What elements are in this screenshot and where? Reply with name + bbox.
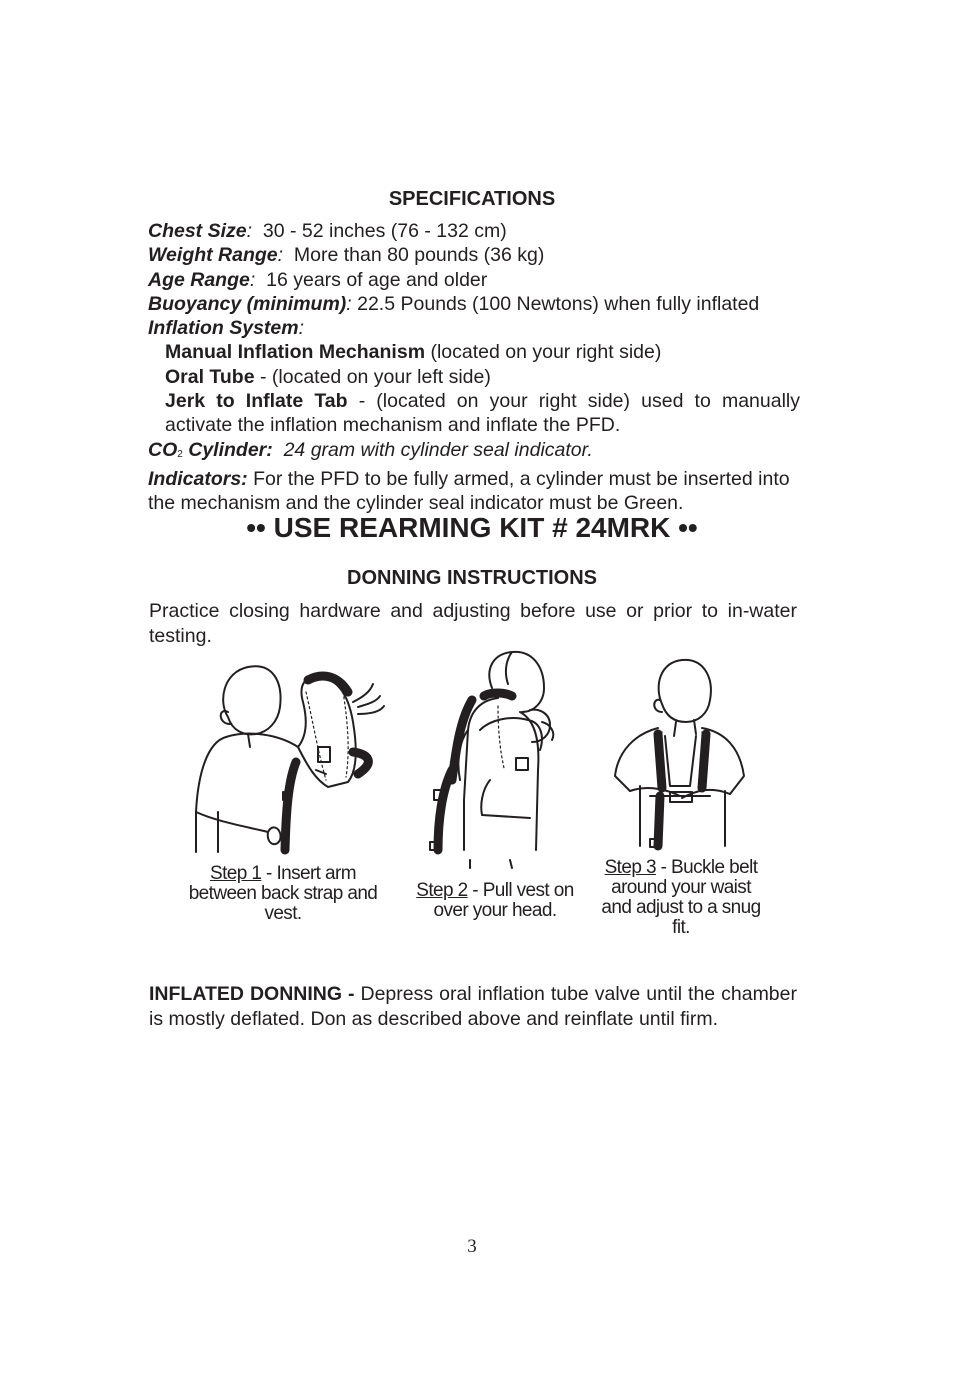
spec-co2-cylinder: CO2 Cylinder: 24 gram with cylinder seal indicator. — [148, 438, 593, 461]
spec-manual-mechanism: Manual Inflation Mechanism (located on your right side) — [165, 341, 662, 364]
spec-jerk-tab: Jerk to Inflate Tab - (located on your right side) used to manually activate the inflation mechanism and inflate the PFD. — [165, 390, 800, 437]
inflated-donning-label: INFLATED DONNING - — [149, 983, 355, 1005]
spec-weight-range: Weight Range: More than 80 pounds (36 kg) — [148, 244, 545, 267]
donning-intro: Practice closing hardware and adjusting before use or prior to in-water testing. — [149, 600, 797, 647]
step-1-caption: Step 1 - Insert arm between back strap and vest. — [188, 863, 378, 924]
spec-oral-tube: Oral Tube - (located on your left side) — [165, 365, 491, 388]
donning-heading: DONNING INSTRUCTIONS — [347, 567, 597, 589]
step-3-caption: Step 3 - Buckle belt around your waist and adjust to a snug fit. — [601, 857, 761, 938]
step-2-illustration — [420, 650, 570, 870]
specifications-heading: SPECIFICATIONS — [388, 188, 556, 210]
spec-buoyancy: Buoyancy (minimum): 22.5 Pounds (100 Newtons) when fully inflated — [148, 292, 760, 315]
spec-indicators: Indicators: For the PFD to be fully armed, a cylinder must be inserted into the mechanism and the cylinder seal indicator must be Green. — [148, 467, 790, 515]
rearming-kit-notice: •• USE REARMING KIT # 24MRK •• — [246, 512, 698, 543]
specifications-list — [148, 219, 800, 516]
step-1-label: Step 1 — [210, 863, 262, 884]
spec-inflation-system: Inflation System: — [148, 317, 305, 340]
step-1-illustration — [188, 662, 388, 862]
inflated-donning-paragraph: INFLATED DONNING - Depress oral inflation tube valve until the chamber is mostly deflated. Don as described above and reinflate until firm. — [149, 983, 797, 1030]
step-2-label: Step 2 — [416, 880, 468, 901]
step-3-label: Step 3 — [604, 857, 656, 878]
step-3-illustration — [610, 656, 755, 851]
step-2-caption: Step 2 - Pull vest on over your head. — [416, 880, 574, 921]
spec-chest-size: Chest Size: 30 - 52 inches (76 - 132 cm) — [148, 220, 507, 242]
spec-age-range: Age Range: 16 years of age and older — [148, 268, 488, 291]
page-number: 3 — [467, 1236, 477, 1257]
